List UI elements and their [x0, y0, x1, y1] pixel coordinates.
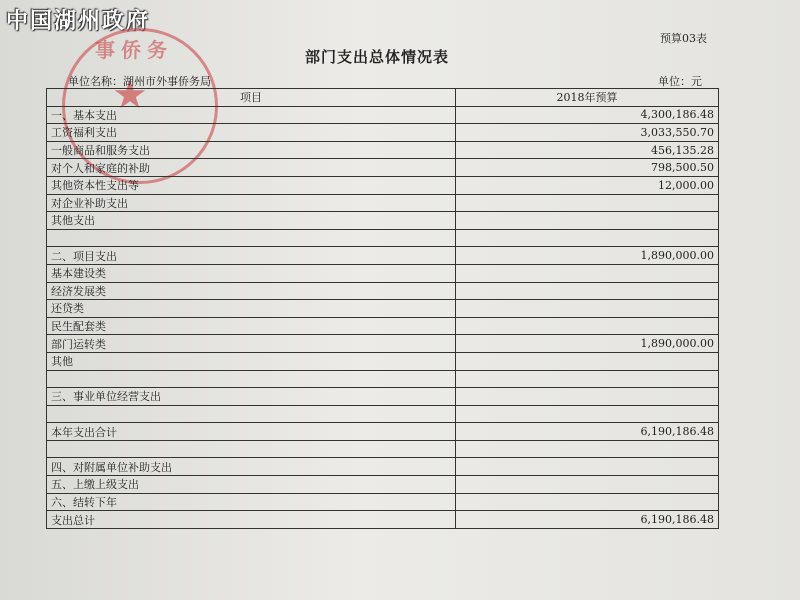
table-row [47, 440, 719, 458]
table-row [47, 370, 719, 388]
row-amount [456, 194, 719, 212]
row-label: 六、结转下年 [47, 493, 456, 511]
row-label: 本年支出合计 [47, 423, 456, 441]
table-row [47, 124, 719, 142]
row-label: 其他 [47, 352, 456, 370]
row-label: 经济发展类 [47, 282, 456, 300]
watermark-logo: 中国湖州政府 [6, 8, 151, 34]
row-label: 工资福利支出 [47, 124, 456, 142]
row-amount: 456,135.28 [456, 141, 719, 159]
row-amount: 12,000.00 [456, 176, 719, 194]
table-row [47, 212, 719, 230]
row-amount [456, 388, 719, 406]
row-label [47, 440, 456, 458]
page-title: 部门支出总体情况表 [305, 48, 450, 66]
row-label: 还贷类 [47, 300, 456, 318]
table-row [47, 352, 719, 370]
row-label: 支出总计 [47, 511, 456, 529]
row-label: 其他支出 [47, 212, 456, 230]
row-label: 三、事业单位经营支出 [47, 388, 456, 406]
currency-unit: 单位：元 [658, 75, 702, 88]
form-number: 预算03表 [660, 32, 707, 45]
row-label: 部门运转类 [47, 335, 456, 353]
table-row [47, 300, 719, 318]
unit-name: 单位名称：湖州市外事侨务局 [68, 75, 211, 88]
row-amount [456, 229, 719, 247]
row-amount [456, 212, 719, 230]
table-row [47, 335, 719, 353]
row-label: 一般商品和服务支出 [47, 141, 456, 159]
row-amount: 4,300,186.48 [456, 106, 719, 124]
row-amount [456, 352, 719, 370]
table-row [47, 458, 719, 476]
seal-text: 事侨务 [95, 38, 173, 62]
row-amount [456, 440, 719, 458]
header-amount: 2018年预算 [456, 89, 719, 107]
table-row [47, 388, 719, 406]
table-row [47, 423, 719, 441]
table-row [47, 194, 719, 212]
table-row [47, 229, 719, 247]
table-row [47, 511, 719, 529]
row-amount [456, 300, 719, 318]
row-amount [456, 282, 719, 300]
row-amount: 798,500.50 [456, 159, 719, 177]
table-row [47, 282, 719, 300]
header-item: 项目 [47, 89, 456, 107]
table-row [47, 264, 719, 282]
row-amount [456, 317, 719, 335]
row-amount [456, 264, 719, 282]
row-amount: 1,890,000.00 [456, 247, 719, 265]
table-row [47, 247, 719, 265]
row-label: 其他资本性支出等 [47, 176, 456, 194]
table-header-row [47, 89, 719, 107]
table-row [47, 405, 719, 423]
row-label: 对个人和家庭的补助 [47, 159, 456, 177]
row-label [47, 370, 456, 388]
row-amount: 6,190,186.48 [456, 511, 719, 529]
table-row [47, 106, 719, 124]
row-label [47, 229, 456, 247]
row-label: 民生配套类 [47, 317, 456, 335]
table-row [47, 493, 719, 511]
row-label: 基本建设类 [47, 264, 456, 282]
row-label: 四、对附属单位补助支出 [47, 458, 456, 476]
row-label: 二、项目支出 [47, 247, 456, 265]
row-label: 对企业补助支出 [47, 194, 456, 212]
row-amount: 3,033,550.70 [456, 124, 719, 142]
table-row [47, 476, 719, 494]
seal-star-icon: ★ [112, 72, 148, 118]
row-amount [456, 370, 719, 388]
table-row [47, 141, 719, 159]
table-row [47, 159, 719, 177]
table-row [47, 317, 719, 335]
row-label: 一、基本支出 [47, 106, 456, 124]
row-label [47, 405, 456, 423]
row-label: 五、上缴上级支出 [47, 476, 456, 494]
row-amount [456, 493, 719, 511]
row-amount [456, 476, 719, 494]
table-row [47, 176, 719, 194]
expenditure-table [46, 88, 719, 529]
row-amount: 1,890,000.00 [456, 335, 719, 353]
row-amount [456, 458, 719, 476]
row-amount: 6,190,186.48 [456, 423, 719, 441]
row-amount [456, 405, 719, 423]
